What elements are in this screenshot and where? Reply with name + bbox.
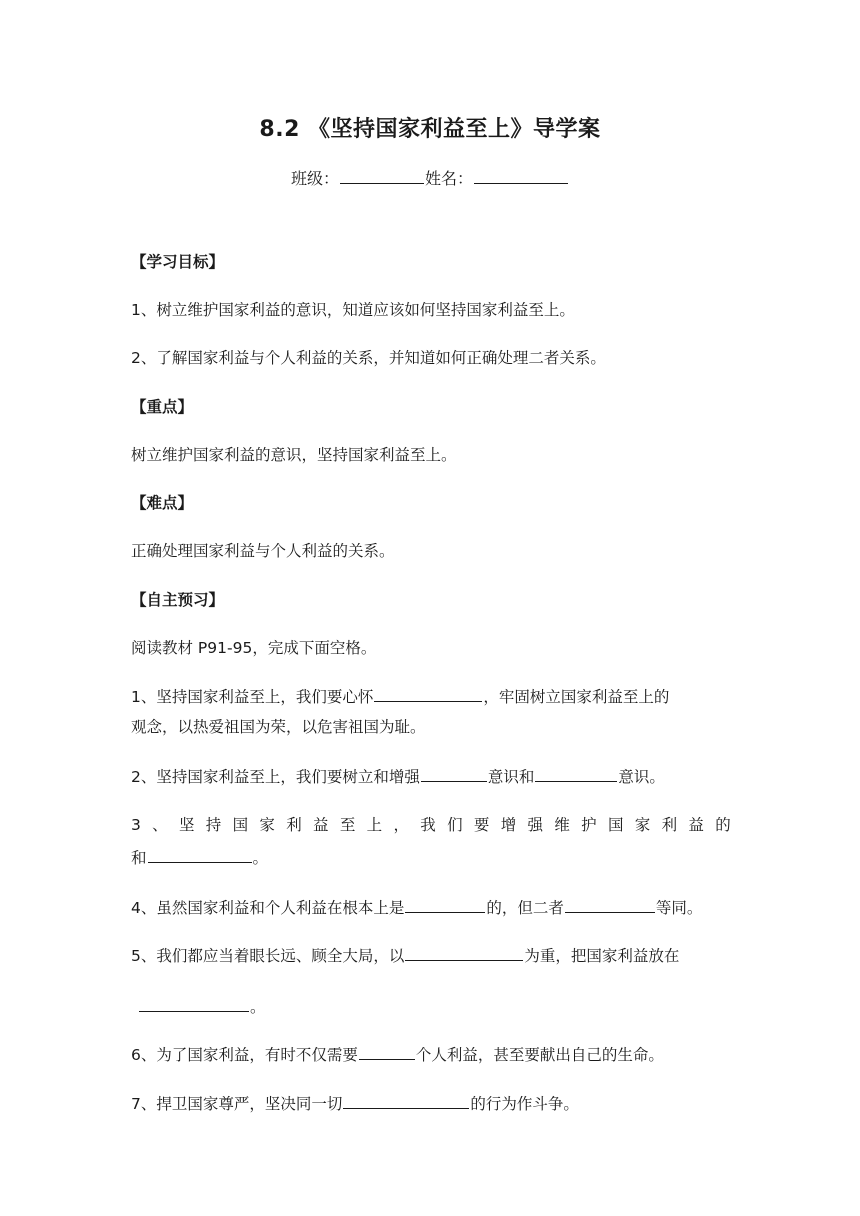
question-6	[131, 1043, 731, 1066]
q6-text-b: 个人利益，甚至要献出自己的生命。	[415, 1046, 664, 1064]
q3-char: 利	[286, 816, 302, 834]
name-label: 姓名：	[425, 169, 474, 188]
preview-intro: 阅读教材 P91-95，完成下面空格。	[131, 639, 377, 657]
goals-heading: 【学习目标】	[131, 253, 225, 271]
q3-char: 至	[339, 816, 356, 834]
q4-text-c: 等同。	[655, 899, 703, 917]
q3-char: 增	[500, 816, 517, 834]
q4-blank-2[interactable]	[565, 896, 655, 913]
student-info-line	[0, 166, 860, 189]
difficulty-heading: 【难点】	[131, 494, 194, 512]
q3-char: 维	[554, 816, 570, 834]
q3-char: 、	[152, 816, 168, 834]
q3-char: 持	[205, 816, 222, 834]
question-7	[131, 1092, 731, 1115]
q2-text-a: 2、坚持国家利益至上，我们要树立和增强	[131, 768, 420, 786]
q7-text-a: 7、捍卫国家尊严，坚决同一切	[131, 1095, 343, 1113]
q7-text-b: 的行为作斗争。	[470, 1095, 579, 1113]
q3-char: 们	[447, 816, 463, 834]
q3-char: 国	[607, 816, 624, 834]
q3-char: 益	[313, 816, 329, 834]
q2-blank-2[interactable]	[535, 765, 617, 782]
q3-text-b: 和	[131, 849, 147, 867]
q2-blank-1[interactable]	[421, 765, 487, 782]
class-blank[interactable]	[340, 167, 424, 184]
q3-text-c: 。	[252, 849, 269, 867]
q4-blank-1[interactable]	[405, 896, 485, 913]
question-5-line-2	[138, 995, 738, 1018]
q3-blank-1[interactable]	[148, 846, 252, 863]
question-4	[131, 896, 731, 919]
q1-blank-1[interactable]	[374, 685, 482, 702]
q3-char: 国	[232, 816, 249, 834]
q3-char: 强	[527, 816, 544, 834]
q1-text-a: 1、坚持国家利益至上，我们要心怀	[131, 688, 374, 706]
q6-blank-1[interactable]	[359, 1043, 415, 1060]
q3-char: 我	[420, 816, 436, 834]
q5-text-a: 5、我们都应当着眼长远、顾全大局，以	[131, 947, 405, 965]
question-3-line-1	[131, 814, 731, 836]
q2-text-c: 意识。	[618, 768, 665, 786]
q5-blank-1[interactable]	[405, 944, 523, 961]
class-label: 班级：	[290, 169, 339, 188]
q3-char: ，	[393, 816, 409, 834]
q4-text-a: 4、虽然国家利益和个人利益在根本上是	[131, 899, 405, 917]
page-title: 8.2 《坚持国家利益至上》导学案	[259, 117, 601, 142]
q7-blank-1[interactable]	[343, 1092, 469, 1109]
q3-char: 要	[473, 816, 490, 834]
q5-text-c: 。	[250, 998, 266, 1016]
q6-text-a: 6、为了国家利益，有时不仅需要	[131, 1046, 358, 1064]
name-blank[interactable]	[474, 167, 568, 184]
q3-char: 家	[259, 816, 275, 834]
q3-char: 家	[634, 816, 651, 834]
question-1-line-2: 观念，以热爱祖国为荣，以危害祖国为耻。	[131, 718, 426, 736]
q3-char: 的	[715, 816, 731, 834]
question-3-line-2	[131, 846, 731, 869]
key-heading: 【重点】	[131, 398, 194, 416]
question-2	[131, 765, 731, 788]
key-text: 树立维护国家利益的意识，坚持国家利益至上。	[131, 446, 457, 464]
goal-1: 1、树立维护国家利益的意识，知道应该如何坚持国家利益至上。	[131, 301, 575, 319]
q3-char: 上	[366, 816, 383, 834]
q3-char: 坚	[178, 816, 195, 834]
q1-text-b: ，牢固树立国家利益至上的	[483, 688, 670, 706]
q3-char: 3	[131, 816, 141, 834]
q5-blank-2[interactable]	[139, 995, 249, 1012]
question-5-line-1	[131, 944, 731, 967]
q3-char: 利	[661, 816, 678, 834]
goal-2: 2、了解国家利益与个人利益的关系，并知道如何正确处理二者关系。	[131, 349, 606, 367]
preview-heading: 【自主预习】	[131, 591, 225, 609]
q4-text-b: 的，但二者	[486, 899, 564, 917]
question-1-line-1	[131, 685, 731, 708]
difficulty-text: 正确处理国家利益与个人利益的关系。	[131, 542, 395, 560]
q2-text-b: 意识和	[487, 768, 535, 786]
q3-char: 护	[581, 816, 597, 834]
q5-text-b: 为重，把国家利益放在	[524, 947, 680, 965]
q3-char: 益	[688, 816, 704, 834]
